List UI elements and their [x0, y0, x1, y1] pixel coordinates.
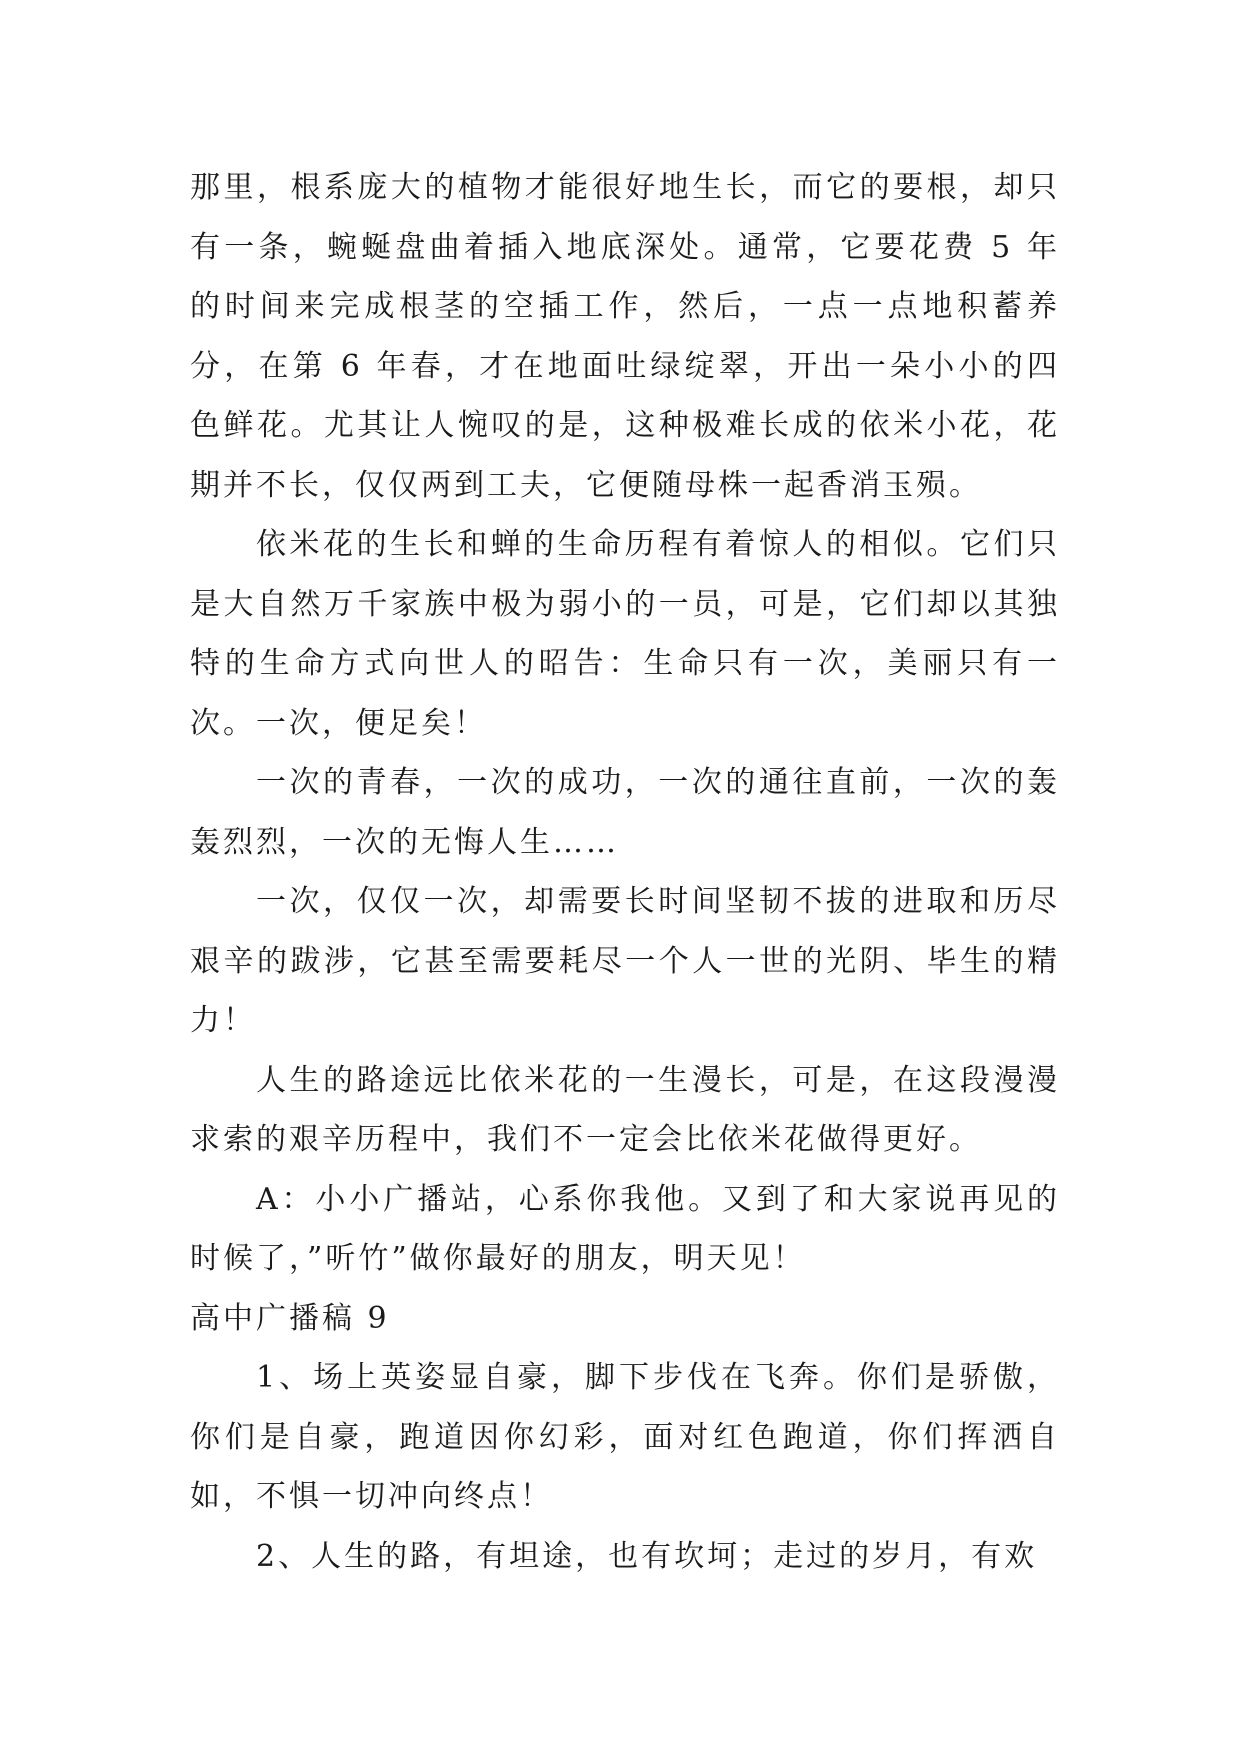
paragraph-6: A：小小广播站，心系你我他。又到了和大家说再见的时候了，”听竹”做你最好的朋友，明天见！	[190, 1181, 1060, 1276]
paragraph-1: 那里，根系庞大的植物才能很好地生长，而它的要根，却只有一条，蜿蜒盘曲着插入地底深处。通常，它要花费 5 年的时间来完成根茎的空插工作，然后，一点一点地积蓄养分，在第 6 年春，才在地面吐绿绽翠，开出一朵小小的四色鲜花。尤其让人惋叹的是，这种极难长成的依米小花，花期并不长，仅仅两到工夫，它便随母株一起香消玉殒。	[190, 170, 1060, 503]
paragraph-4: 一次，仅仅一次，却需要长时间坚韧不拔的进取和历尽艰辛的跋涉，它甚至需要耗尽一个人一世的光阴、毕生的精力！	[190, 884, 1060, 1038]
paragraph-2: 依米花的生长和蝉的生命历程有着惊人的相似。它们只是大自然万千家族中极为弱小的一员，可是，它们却以其独特的生命方式向世人的昭告：生命只有一次，美丽只有一次。一次，便足矣！	[190, 527, 1060, 741]
section-heading: 高中广播稿 9	[190, 1300, 390, 1336]
paragraph-3: 一次的青春，一次的成功，一次的通往直前，一次的轰轰烈烈，一次的无悔人生……	[190, 765, 1060, 860]
document-body	[190, 158, 1060, 1586]
paragraph-5: 人生的路途远比依米花的一生漫长，可是，在这段漫漫求索的艰辛历程中，我们不一定会比依米花做得更好。	[190, 1062, 1060, 1157]
paragraph-8: 2、人生的路，有坦途，也有坎坷；走过的岁月，有欢	[256, 1538, 1038, 1574]
paragraph-7: 1、场上英姿显自豪，脚下步伐在飞奔。你们是骄傲，你们是自豪，跑道因你幻彩，面对红色跑道，你们挥洒自如，不惧一切冲向终点！	[190, 1360, 1060, 1514]
